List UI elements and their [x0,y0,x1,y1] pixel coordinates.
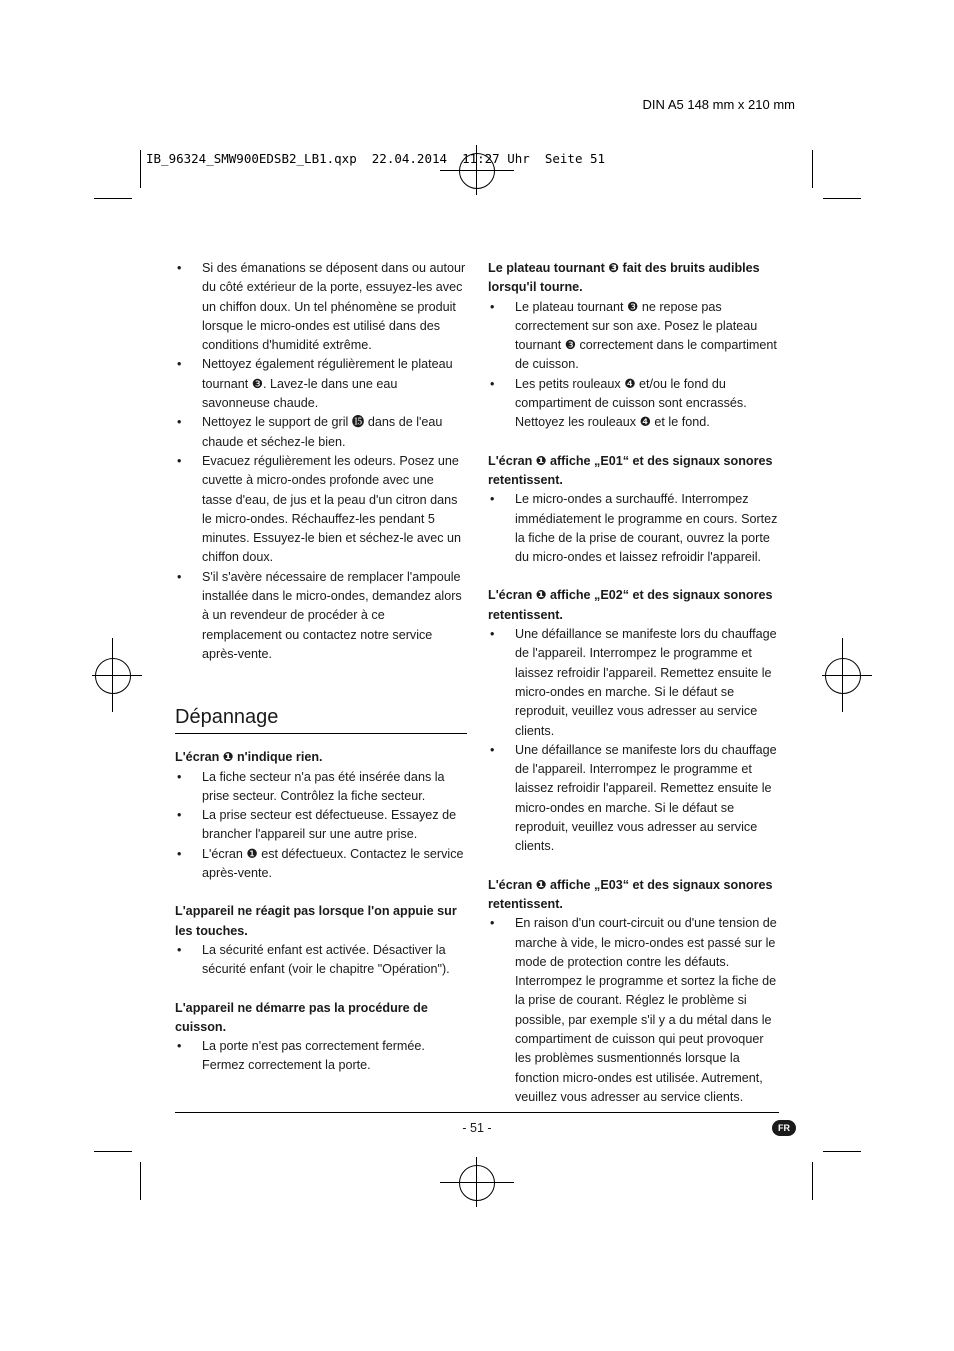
list-item: • La sécurité enfant est activée. Désactiver la sécurité enfant (voir le chapitre "Opération"). [175,941,467,980]
list-item: • En raison d'un court-circuit ou d'une tension de marche à vide, le micro-ondes est passé sur le mode de protection contre les défauts. Interrompez le programme et sortez la fiche de la prise de courant. Réglez le problème si possible, par exemple s'il y a du métal dans le compartiment de cuisson qui peut provoquer les problèmes susmentionnés lorsque la fonction micro-ondes est utilisée. Autrement, veuillez vous adresser au service clients. [488,914,780,1107]
trouble-heading: L'écran ❶ affiche „E02“ et des signaux sonores retentissent. [488,588,773,622]
list-item: • Le micro-ondes a surchauffé. Interrompez immédiatement le programme en cours. Sortez la fiche de la prise de courant, ouvrez la porte du micro-ondes et laissez refroidir l'appareil. [488,490,780,567]
right-column [488,259,780,1107]
format-label: DIN A5 148 mm x 210 mm [642,97,795,112]
list-item: • Nettoyez également régulièrement le plateau tournant ❸. Lavez-le dans une eau savonneuse chaude. [175,355,467,413]
list-item: • Le plateau tournant ❸ ne repose pas correctement sur son axe. Posez le plateau tournant ❸ correctement dans le compartiment de cuisson. [488,298,780,375]
list-item: • La porte n'est pas correctement fermée. Fermez correctement la porte. [175,1037,467,1076]
list-item: • Une défaillance se manifeste lors du chauffage de l'appareil. Interrompez le programme et laissez refroidir l'appareil. Remettez ensuite le micro-ondes en marche. Si le défaut se reproduit, veuillez vous adresser au service clients. [488,741,780,857]
language-badge: FR [772,1120,796,1136]
section-title: Dépannage [175,704,467,734]
file-info-line: IB_96324_SMW900EDSB2_LB1.qxp 22.04.2014 11:27 Uhr Seite 51 [146,151,606,166]
trouble-heading: L'écran ❶ affiche „E03“ et des signaux sonores retentissent. [488,877,773,911]
list-item: • Une défaillance se manifeste lors du chauffage de l'appareil. Interrompez le programme et laissez refroidir l'appareil. Remettez ensuite le micro-ondes en marche. Si le défaut se reproduit, veuillez vous adresser au service clients. [488,625,780,741]
list-item: • Nettoyez le support de gril ⓯ dans de l'eau chaude et séchez-le bien. [175,413,467,452]
list-item: • S'il s'avère nécessaire de remplacer l'ampoule installée dans le micro-ondes, demandez alors à un revendeur de procéder à ce remplacement ou contactez notre service après-vente. [175,568,467,664]
page-number: - 51 - [462,1121,492,1135]
trouble-heading: L'écran ❶ n'indique rien. [175,750,323,765]
list-item: • Si des émanations se déposent dans ou autour du côté extérieur de la porte, essuyez-les avec un chiffon doux. Un tel phénomène se produit lorsque le micro-ondes est utilisé dans des conditions d'humidité extrême. [175,259,467,355]
list-item: • L'écran ❶ est défectueux. Contactez le service après-vente. [175,845,467,884]
list-item: • Les petits rouleaux ❹ et/ou le fond du compartiment de cuisson sont encrassés. Nettoyez les rouleaux ❹ et le fond. [488,375,780,433]
list-item: • Evacuez régulièrement les odeurs. Posez une cuvette à micro-ondes profonde avec une tasse d'eau, de jus et la peau d'un citron dans le micro-ondes. Réchauffez-les pendant 5 minutes. Essuyez-le bien et séchez-le avec un chiffon doux. [175,452,467,568]
trouble-heading: L'appareil ne démarre pas la procédure de cuisson. [175,1000,428,1034]
trouble-heading: L'écran ❶ affiche „E01“ et des signaux sonores retentissent. [488,453,773,487]
footer-rule [175,1112,779,1113]
list-item: • La prise secteur est défectueuse. Essayez de brancher l'appareil sur une autre prise. [175,806,467,845]
list-item: • La fiche secteur n'a pas été insérée dans la prise secteur. Contrôlez la fiche secteur. [175,768,467,807]
trouble-heading: L'appareil ne réagit pas lorsque l'on appuie sur les touches. [175,904,457,938]
left-column [175,259,467,1076]
trouble-heading: Le plateau tournant ❸ fait des bruits audibles lorsqu'il tourne. [488,261,760,295]
